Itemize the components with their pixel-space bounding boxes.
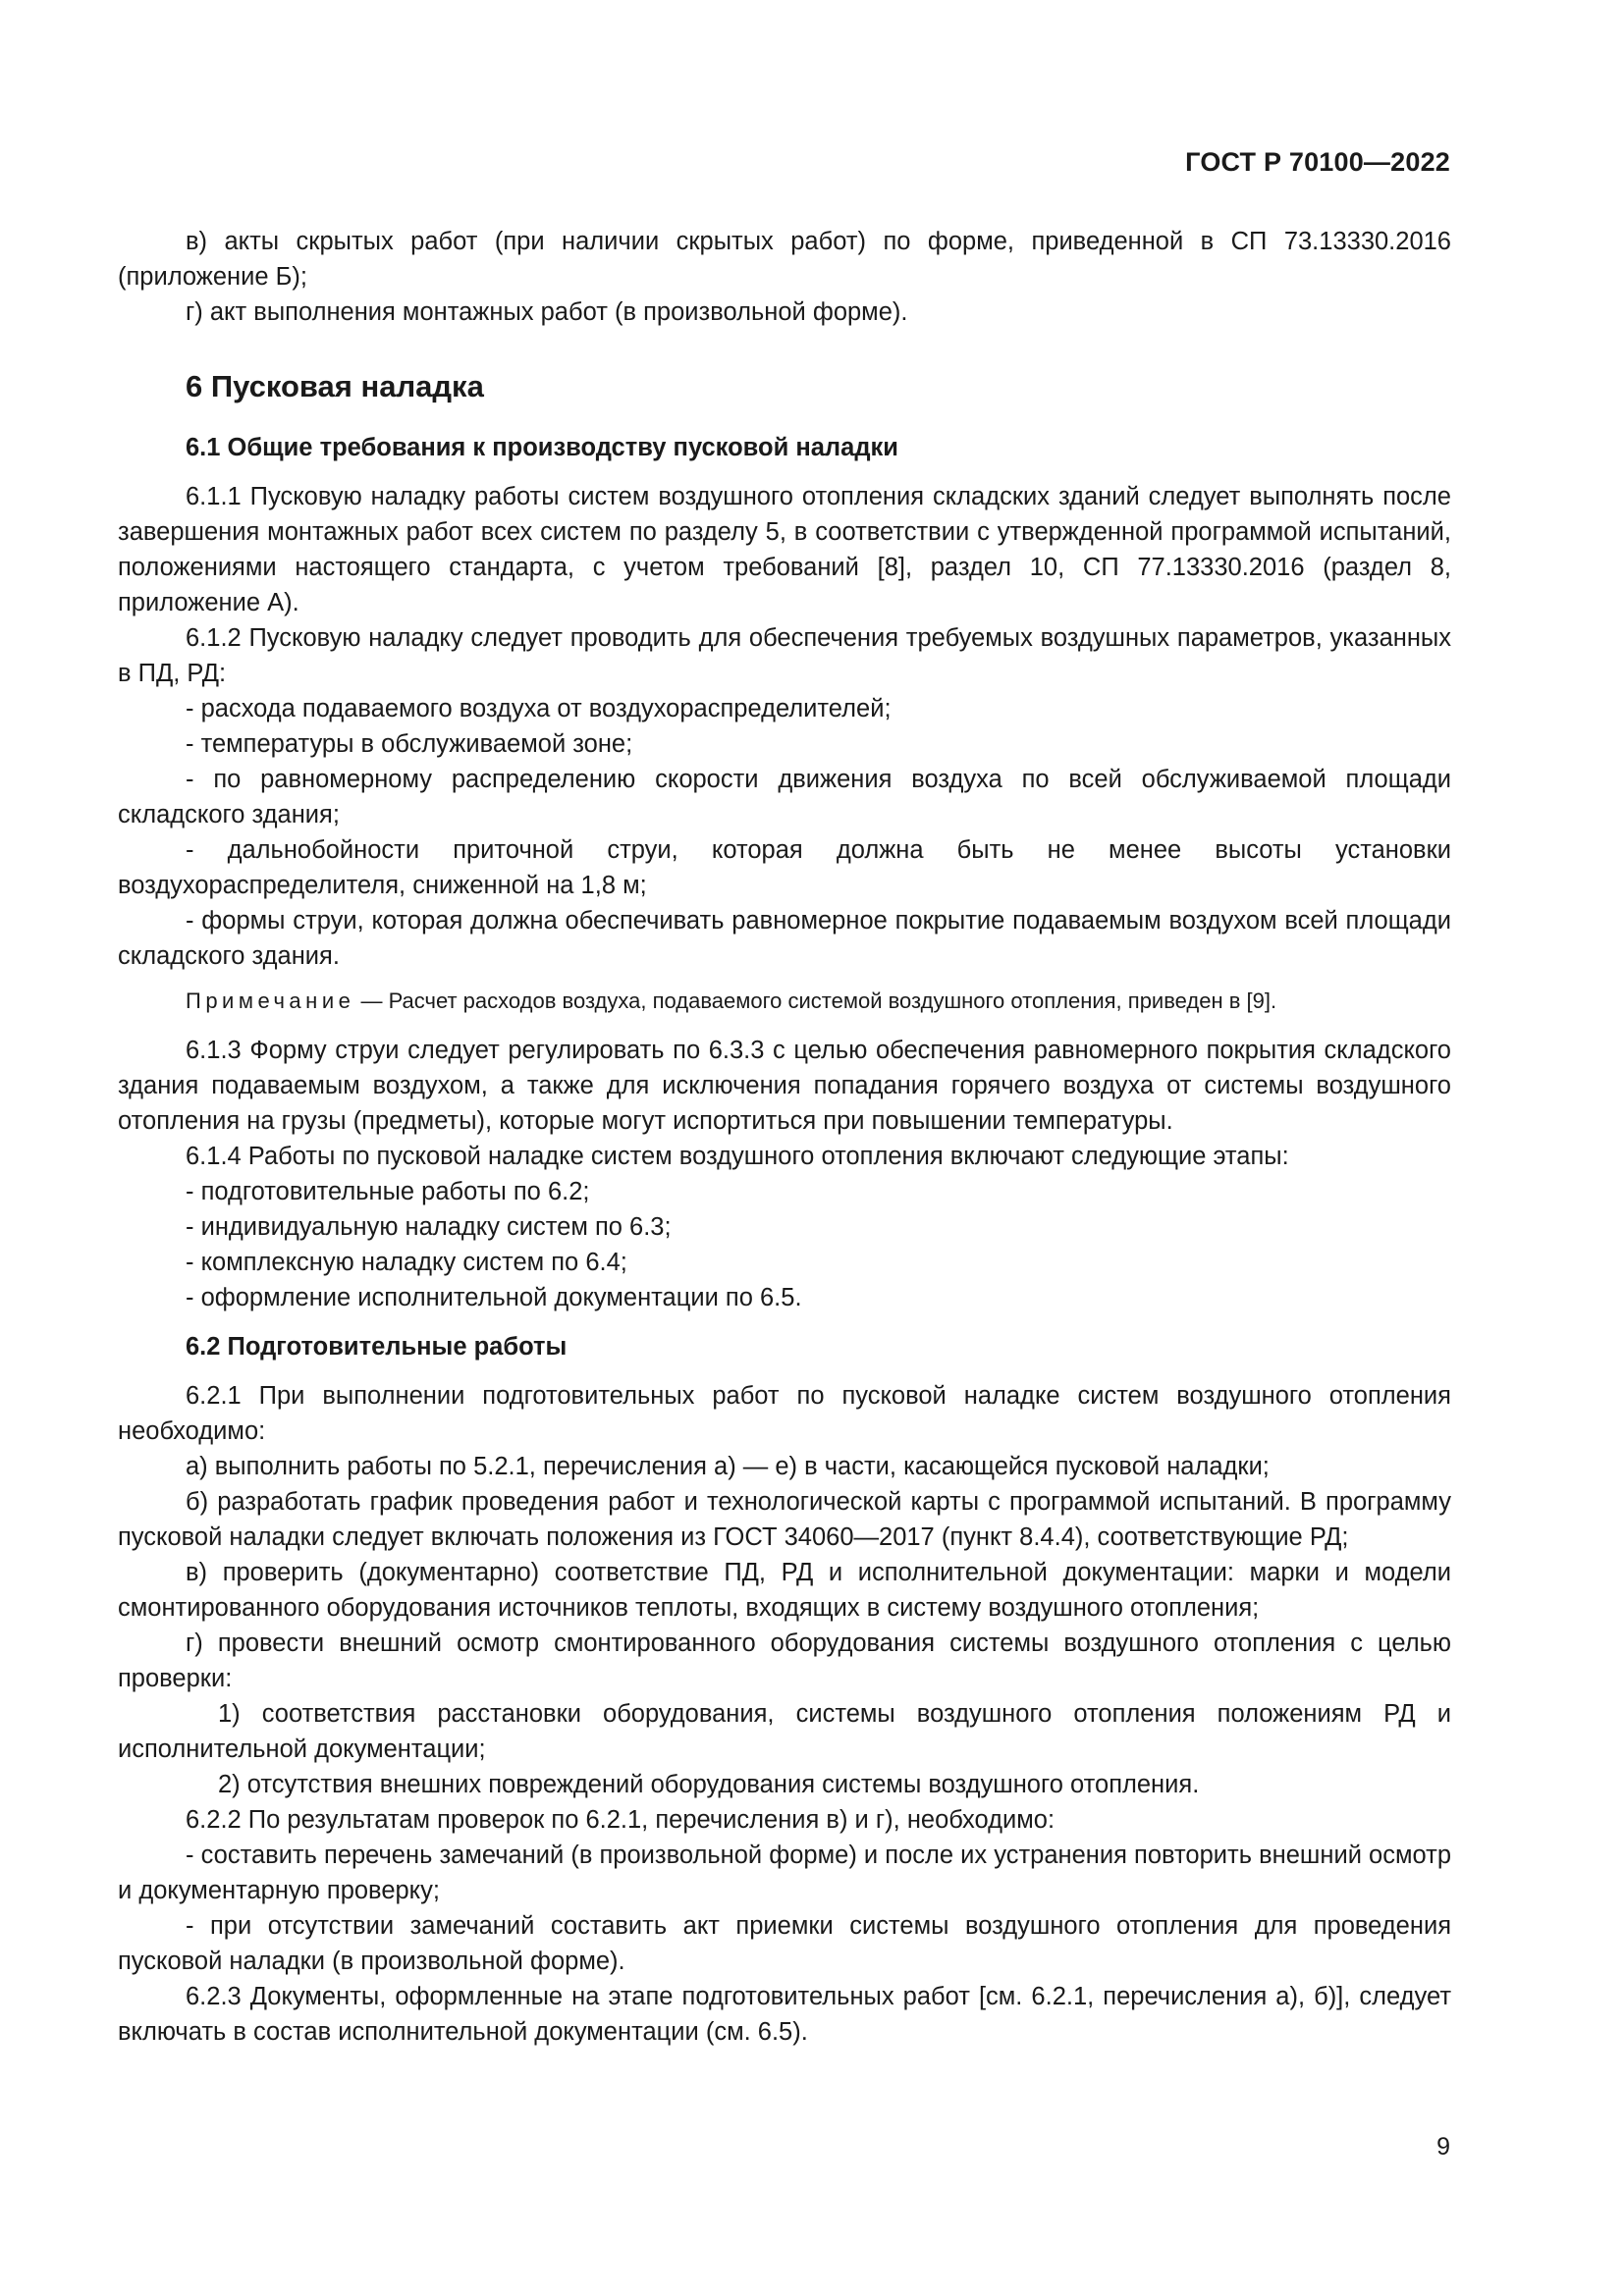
list-item: - температуры в обслуживаемой зоне; [186, 730, 633, 758]
list-item: г) провести внешний осмотр смонтированного оборудования системы воздушного отопления с целью проверки: [118, 1629, 1451, 1692]
list-item: - индивидуальную наладку систем по 6.3; [186, 1213, 672, 1241]
list-item: в) проверить (документарно) соответствие ПД, РД и исполнительной документации: марки и модели смонтированного оборудования источников теплоты, входящих в систему воздушного отопления; [118, 1559, 1451, 1622]
document-body [118, 224, 1451, 2050]
list-item: - дальнобойности приточной струи, которая должна быть не менее высоты установки воздухораспределителя, сниженной на 1,8 м; [118, 836, 1451, 899]
paragraph: 6.1.2 Пусковую наладку следует проводить для обеспечения требуемых воздушных параметров, указанных в ПД, РД: [118, 624, 1451, 687]
note-label: Примечание [186, 988, 355, 1013]
document-header: ГОСТ Р 70100—2022 [1185, 147, 1450, 177]
paragraph: 6.1.3 Форму струи следует регулировать по 6.3.3 с целью обеспечения равномерного покрытия складского здания подаваемым воздухом, а также для исключения попадания горячего воздуха от системы воздушного отопления на грузы (предметы), которые могут испортиться при повышении температуры. [118, 1037, 1451, 1135]
paragraph: 6.1.4 Работы по пусковой наладке систем воздушного отопления включают следующие этапы: [186, 1143, 1289, 1170]
list-item: а) выполнить работы по 5.2.1, перечисления а) — е) в части, касающейся пусковой наладки; [186, 1453, 1270, 1480]
paragraph: г) акт выполнения монтажных работ (в произвольной форме). [186, 298, 908, 326]
list-item: - комплексную наладку систем по 6.4; [186, 1249, 627, 1276]
paragraph: 6.2.3 Документы, оформленные на этапе подготовительных работ [см. 6.2.1, перечисления а), б)], следует включать в состав исполнительной документации (см. 6.5). [118, 1983, 1451, 2046]
list-item: - оформление исполнительной документации по 6.5. [186, 1284, 802, 1311]
paragraph: 6.1.1 Пусковую наладку работы систем воздушного отопления складских зданий следует выполнять после завершения монтажных работ всех систем по разделу 5, в соответствии с утвержденной программой испытаний, положениями настоящего стандарта, с учетом требований [8], раздел 10, СП 77.13330.2016 (раздел 8, приложение А). [118, 483, 1451, 616]
page-number: 9 [1436, 2133, 1450, 2161]
note [118, 986, 1451, 1017]
note-text: — Расчет расходов воздуха, подаваемого системой воздушного отопления, приведен в [9]. [360, 988, 1277, 1013]
paragraph: в) акты скрытых работ (при наличии скрытых работ) по форме, приведенной в СП 73.13330.2016 (приложение Б); [118, 228, 1451, 291]
paragraph: 6.2.1 При выполнении подготовительных работ по пусковой наладке систем воздушного отопления необходимо: [118, 1382, 1451, 1445]
list-item: - расхода подаваемого воздуха от воздухораспределителей; [186, 695, 892, 722]
list-item: - формы струи, которая должна обеспечивать равномерное покрытие подаваемым воздухом всей площади складского здания. [118, 907, 1451, 970]
list-item: - при отсутствии замечаний составить акт приемки системы воздушного отопления для проведения пусковой наладки (в произвольной форме). [118, 1912, 1451, 1975]
subsection-heading: 6.2 Подготовительные работы [186, 1333, 568, 1361]
list-item: - подготовительные работы по 6.2; [186, 1178, 590, 1205]
list-item: б) разработать график проведения работ и технологической карты с программой испытаний. В программу пусковой наладки следует включать положения из ГОСТ 34060—2017 (пункт 8.4.4), соответствующие РД; [118, 1488, 1451, 1551]
sub-list-item: 1) соответствия расстановки оборудования, системы воздушного отопления положениям РД и исполнительной документации; [118, 1700, 1451, 1763]
list-item: - составить перечень замечаний (в произвольной форме) и после их устранения повторить внешний осмотр и документарную проверку; [118, 1842, 1451, 1904]
list-item: - по равномерному распределению скорости движения воздуха по всей обслуживаемой площади складского здания; [118, 766, 1451, 828]
subsection-heading: 6.1 Общие требования к производству пусковой наладки [186, 434, 898, 461]
section-heading: 6 Пусковая наладка [186, 369, 484, 403]
sub-list-item: 2) отсутствия внешних повреждений оборудования системы воздушного отопления. [218, 1771, 1200, 1798]
paragraph: 6.2.2 По результатам проверок по 6.2.1, перечисления в) и г), необходимо: [186, 1806, 1056, 1834]
